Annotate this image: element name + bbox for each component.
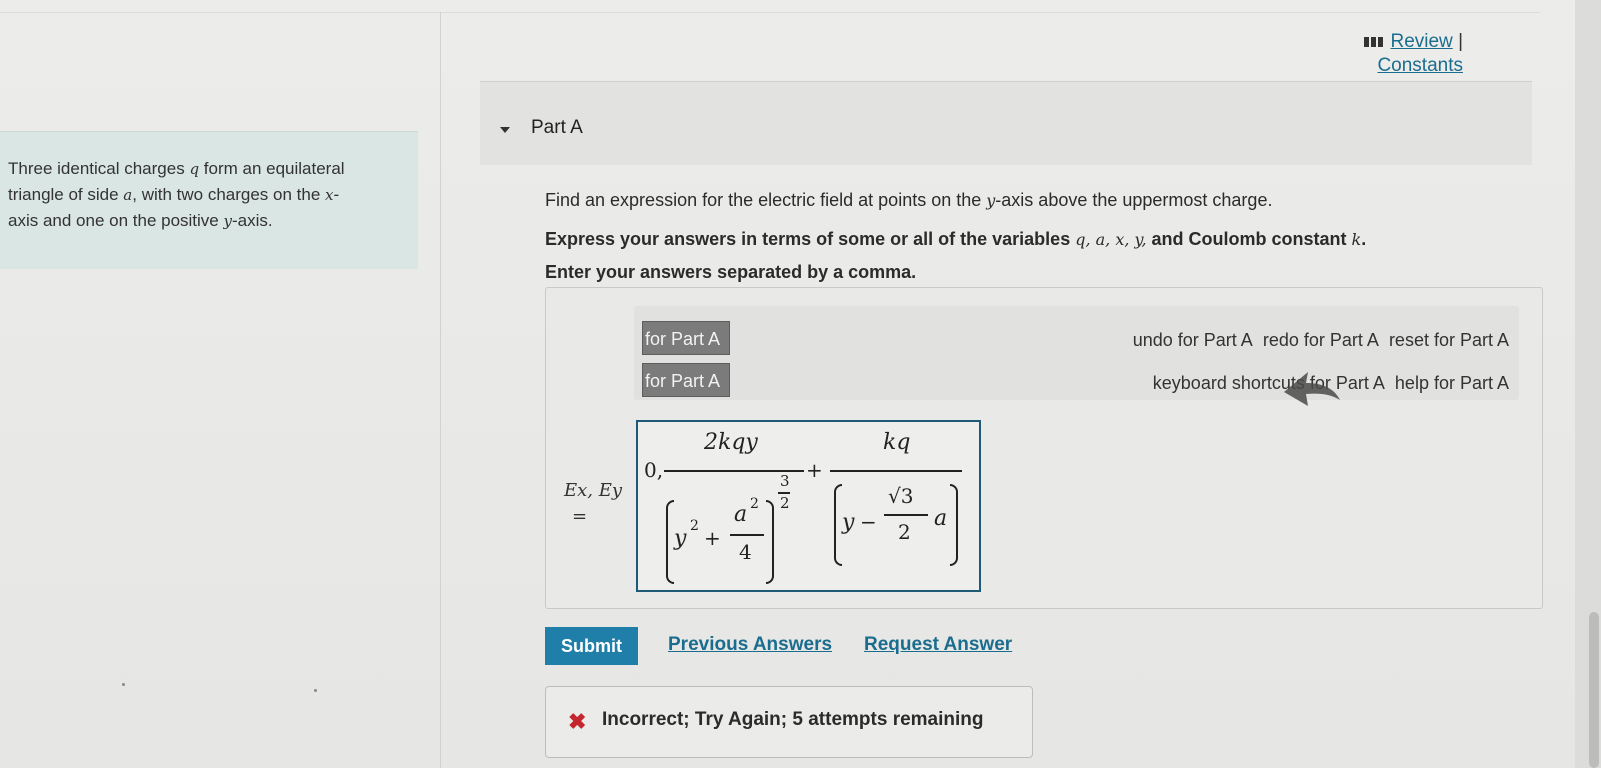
problem-statement — [8, 156, 348, 234]
top-border — [0, 12, 1540, 13]
equals-sign: = — [572, 506, 588, 527]
toolbar-actions-row-1 — [1127, 330, 1509, 351]
intro-text: -axis. — [231, 211, 273, 230]
undo-button[interactable]: undo for Part A — [1132, 330, 1252, 350]
instruction-line-2: Enter your answers separated by a comma. — [545, 262, 917, 282]
denominator-1-four: 4 — [739, 540, 752, 564]
question-part: -axis above the uppermost charge. — [995, 190, 1273, 210]
denominator-2-minus: − — [860, 510, 877, 534]
question-text — [545, 190, 1272, 211]
denominator-2-y: y — [842, 510, 855, 535]
feedback-box — [545, 686, 1033, 758]
keyboard-shortcuts-button[interactable]: keyboard shortcuts for Part A — [1152, 373, 1384, 393]
collapse-caret-icon[interactable] — [500, 127, 510, 133]
intro-text: Three identical charges — [8, 159, 190, 178]
symbols-button[interactable]: for Part A — [642, 363, 730, 397]
intro-text: , with two charges on the — [132, 185, 326, 204]
answer-input[interactable] — [636, 420, 981, 592]
math-toolbar — [634, 306, 1519, 400]
denominator-2-sqrt: √3 — [888, 484, 914, 508]
review-link[interactable]: Review — [1390, 31, 1453, 52]
intro-text: -axis and one on the positive — [8, 185, 340, 230]
undo-arrow-icon — [1274, 366, 1344, 410]
book-icon — [1364, 37, 1384, 47]
instruction-var-k: k — [1351, 230, 1362, 249]
intro-var-x: x — [325, 186, 334, 204]
templates-button[interactable]: for Part A — [642, 321, 730, 355]
numerator-1: 2kqy — [704, 430, 758, 455]
paren-right-2 — [950, 484, 958, 566]
plus-sign: + — [806, 458, 823, 482]
answer-label — [564, 478, 622, 530]
error-x-icon: ✖ — [568, 709, 587, 734]
outer-exponent-den: 2 — [780, 494, 790, 512]
outer-exponent-num: 3 — [780, 472, 790, 490]
submit-button[interactable]: Submit — [545, 627, 638, 665]
numerator-2: kq — [883, 430, 911, 455]
instruction-part: and Coulomb constant — [1146, 229, 1352, 249]
fraction-bar-inner-2 — [884, 514, 928, 516]
column-divider — [440, 12, 441, 768]
link-separator: | — [1458, 31, 1463, 52]
feedback-message: Incorrect; Try Again; 5 attempts remaining — [602, 709, 984, 730]
review-constants-links — [1364, 30, 1463, 78]
fraction-bar-2 — [830, 470, 962, 472]
denominator-1-a-exponent: 2 — [750, 496, 759, 512]
instruction-part: . — [1361, 229, 1367, 249]
answer-label-vars: Ex, Ey — [564, 480, 623, 501]
page-scrollbar[interactable] — [1575, 0, 1601, 768]
answer-box — [545, 287, 1543, 609]
instructions — [545, 223, 1505, 288]
denominator-1-y-exponent: 2 — [690, 518, 699, 534]
previous-answers-link[interactable]: Previous Answers — [668, 634, 833, 655]
paren-left-2 — [834, 484, 842, 566]
intro-var-y: y — [223, 212, 232, 230]
dust-speck — [122, 683, 125, 686]
denominator-1-plus: + — [704, 526, 721, 550]
prefix-zero: 0, — [644, 458, 664, 482]
denominator-1-a: a — [734, 502, 748, 527]
reset-button[interactable]: reset for Part A — [1388, 330, 1509, 350]
dust-speck — [314, 689, 317, 692]
intro-text: form an equilateral triangle of side — [8, 159, 345, 204]
fraction-bar-inner — [730, 534, 764, 536]
instruction-vars: q, a, x, y, — [1075, 230, 1147, 249]
paren-left-1 — [666, 500, 674, 584]
instruction-part: Express your answers in terms of some or all of the variables — [545, 229, 1076, 249]
constants-link[interactable]: Constants — [1377, 55, 1463, 76]
intro-var-q: q — [189, 160, 200, 178]
paren-right-1 — [766, 500, 774, 584]
question-var-y: y — [986, 191, 996, 210]
problem-statement-panel — [0, 131, 418, 269]
part-title: Part A — [531, 117, 583, 138]
denominator-2-two: 2 — [898, 520, 911, 544]
denominator-1-y: y — [674, 526, 687, 551]
scrollbar-thumb[interactable] — [1589, 612, 1599, 768]
help-button[interactable]: help for Part A — [1394, 373, 1509, 393]
request-answer-link[interactable]: Request Answer — [864, 634, 1013, 655]
question-part: Find an expression for the electric field at points on the — [545, 190, 987, 210]
intro-var-a: a — [123, 186, 133, 204]
part-a-header[interactable] — [480, 82, 1532, 165]
redo-button[interactable]: redo for Part A — [1262, 330, 1378, 350]
denominator-2-a: a — [934, 506, 948, 531]
